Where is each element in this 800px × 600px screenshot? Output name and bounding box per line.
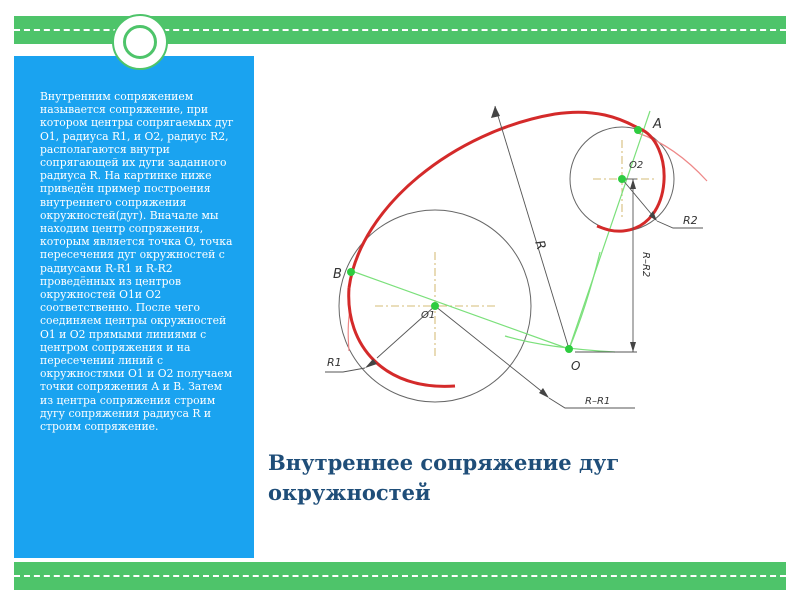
bottom-band [14,562,786,590]
bottom-band-dash [14,575,786,577]
slide-title: Внутреннее сопряжение дуг окружностей [268,450,620,505]
conjugation-drawing [255,56,715,426]
label-a: A [653,117,662,132]
dim-rr1-line [435,306,545,394]
arc-r-minus-r1 [505,336,615,352]
label-o2: O2 [629,160,644,171]
dim-r-line [495,106,569,349]
point-b [347,268,355,276]
label-r: R [531,238,549,252]
description-text: Внутренним сопряжением называется сопряжение, при котором центры сопрягаемых дуг O1, радиуса R1, и O2, радиус R2, располагаются внутри сопрягающей их дуги заданного радиуса R. На картинке ниже приведён пример построения внутреннего сопряжения окружностей(дуг). Вначале мы находим центр сопряжения, которым является точка O, точка пересечения дуг окружностей с радиусами R-R1 и R-R2 проведённых из центров окружностей O1и O2 соответственно. После чего соединяем центры окружностей O1 и O2 прямыми линиями с центром сопряжения и на пересечении линий с окружностями O1 и O2 получаем точки сопряжения A и B. Затем из центра сопряжения строим дугу сопряжения радиуса R и строим сопряжение. [40,90,234,434]
point-o2 [618,175,626,183]
dim-rr2-arrow-bottom [630,342,636,352]
point-o1 [431,302,439,310]
label-b: B [333,267,342,282]
circle-badge-icon [112,14,168,70]
label-r1: R1 [327,356,342,369]
label-o: O [571,359,581,373]
text-sidebar [14,56,254,558]
line-o-b [349,270,569,349]
point-o [565,345,573,353]
label-r2: R2 [683,214,698,227]
dim-r-arrow [491,106,500,118]
label-r-minus-r1: R–R1 [585,396,611,407]
dim-rr2-arrow-top [630,179,636,189]
arc-extension-top [638,133,707,181]
circle-badge-inner [123,25,157,59]
point-a [634,126,642,134]
label-o1: O1 [421,310,436,321]
dim-r2-line [622,179,653,216]
arc-conjugation [349,112,638,288]
label-r-minus-r2: R–R2 [640,252,651,278]
dim-rr1-arrow [539,388,549,398]
